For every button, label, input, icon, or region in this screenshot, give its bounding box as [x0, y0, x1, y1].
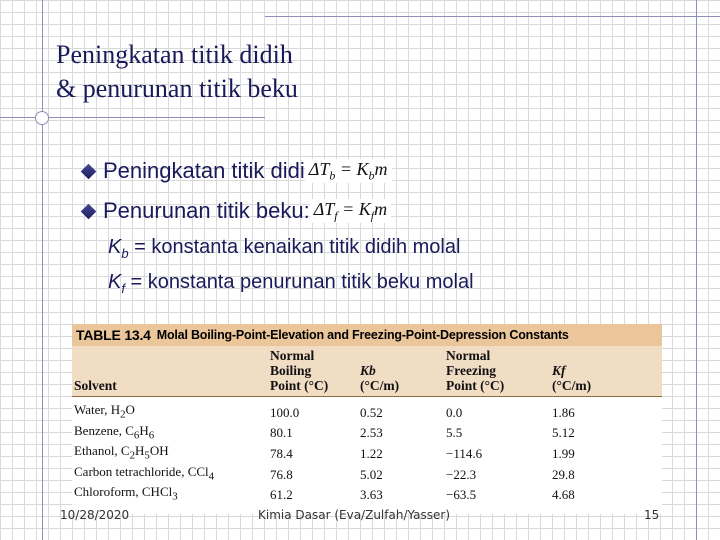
- table-cell: 76.8: [270, 466, 293, 482]
- definition-symbol: $K_b$: [108, 236, 129, 261]
- table-cell: 0.52: [360, 404, 383, 420]
- freezing-formula: $\Delta T_f = K_fm$: [310, 199, 391, 224]
- diamond-bullet-icon: [81, 163, 97, 179]
- table-cell: 1.86: [552, 404, 575, 420]
- table-cell: 1.22: [360, 445, 383, 461]
- slide-title: [56, 38, 298, 106]
- definition-kf: $K_f$ = konstanta penurunan titik beku molal: [108, 271, 474, 296]
- boiling-formula: $\Delta T_b = K_bm$: [305, 159, 392, 184]
- table-header-cell: Kb (°C/m): [358, 346, 444, 397]
- title-line-1: Peningkatan titik didih: [56, 40, 293, 69]
- table-cell: 78.4: [270, 445, 293, 461]
- definition-symbol: $K_f$: [108, 271, 125, 296]
- table-cell: 2.53: [360, 425, 383, 441]
- bullet-text: Penurunan titik beku:: [103, 198, 310, 223]
- table-cell: 100.0: [270, 404, 300, 420]
- table-cell: 3.63: [360, 487, 383, 503]
- table-header-row: [72, 346, 662, 397]
- table-cell: Water, $H_2O$: [74, 402, 135, 421]
- table-cell: −114.6: [446, 445, 483, 461]
- table-cell: Benzene, $C_6H_6$: [74, 422, 155, 442]
- constants-table: [72, 324, 662, 514]
- table-cell: 5.12: [552, 425, 575, 441]
- table-cell: 5.02: [360, 466, 383, 482]
- table-cell: 61.2: [270, 487, 293, 503]
- table-caption: [72, 324, 662, 346]
- table-cell: 4.68: [552, 487, 575, 503]
- table-header-cell: Normal Freezing Point (°C): [444, 346, 550, 397]
- table-row: [72, 464, 662, 485]
- table-cell: 80.1: [270, 425, 293, 441]
- diamond-bullet-icon: [81, 203, 97, 219]
- table-header-cell: Solvent: [72, 346, 268, 397]
- left-rule-line: [42, 0, 43, 540]
- bullet-text: Peningkatan titik didi: [103, 158, 305, 183]
- table-row: [72, 484, 662, 505]
- table-cell: Ethanol, $C_2H_5OH$: [74, 443, 169, 462]
- table-caption-text: Molal Boiling-Point-Elevation and Freezing-Point-Depression Constants: [156, 328, 569, 342]
- table-cell: 5.5: [446, 425, 463, 441]
- table-number: TABLE 13.4: [76, 327, 151, 343]
- right-rule-line: [696, 0, 697, 540]
- table-cell: −63.5: [446, 487, 477, 503]
- table-header-cell: Normal Boiling Point (°C): [268, 346, 358, 397]
- table-row: [72, 443, 662, 464]
- footer-course: Kimia Dasar (Eva/Zulfah/Yasser): [258, 508, 451, 522]
- footer-date: 10/28/2020: [60, 508, 130, 522]
- table-row: [72, 423, 662, 444]
- table-row: [72, 397, 662, 423]
- rule-circle-icon: [35, 111, 49, 125]
- bullet-freezing-point: [80, 198, 391, 224]
- table-cell: −22.3: [446, 466, 477, 482]
- table-cell: 0.0: [446, 404, 463, 420]
- table-header-cell: Kf (°C/m): [550, 346, 662, 397]
- table-cell: 1.99: [552, 445, 575, 461]
- table-cell: Carbon tetrachloride, CCl$_4$: [74, 463, 215, 483]
- top-rule-line: [265, 16, 720, 17]
- definition-kb: $K_b$ = konstanta kenaikan titik didih molal: [108, 236, 461, 261]
- table-cell: Chloroform, CHCl$_3$: [74, 484, 178, 503]
- title-line-2: & penurunan titik beku: [56, 74, 298, 103]
- data-table: [72, 346, 662, 505]
- footer-page-number: 15: [644, 508, 660, 522]
- table-cell: 29.8: [552, 466, 575, 482]
- bullet-boiling-point: [80, 158, 392, 184]
